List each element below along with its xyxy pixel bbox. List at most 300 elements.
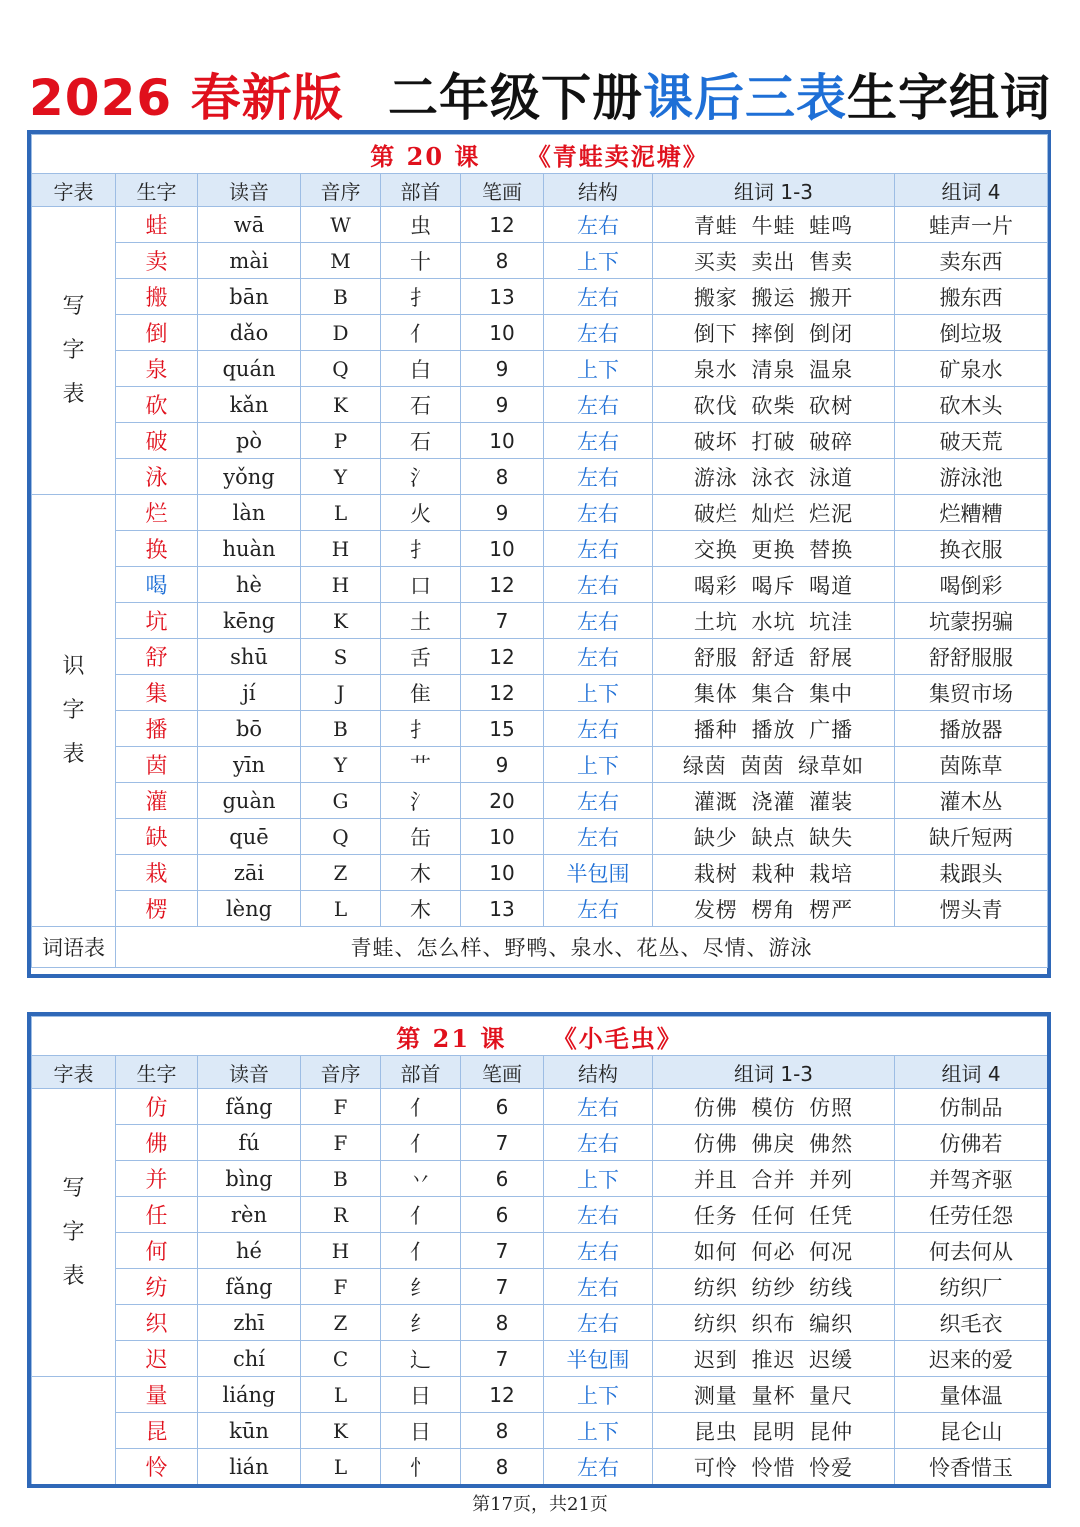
words-1-3-cell: 倒下 摔倒 倒闭 <box>653 315 895 351</box>
words-1-3-cell: 交换 更换 替换 <box>653 531 895 567</box>
header-radical: 部首 <box>381 1056 461 1089</box>
page-title <box>0 58 1080 130</box>
stroke-count-cell: 13 <box>461 279 544 315</box>
character-cell: 砍 <box>116 387 198 423</box>
table-row <box>32 1197 1048 1233</box>
word-4-cell: 织毛衣 <box>895 1305 1048 1341</box>
letter-cell: F <box>301 1269 381 1305</box>
lesson-number: 第 20 课 <box>370 141 481 171</box>
structure-cell: 左右 <box>544 1269 653 1305</box>
character-cell: 破 <box>116 423 198 459</box>
character-cell: 昆 <box>116 1413 198 1449</box>
words-1-3-cell: 喝彩 喝斥 喝道 <box>653 567 895 603</box>
stroke-count-cell: 9 <box>461 351 544 387</box>
radical-cell: 隹 <box>381 675 461 711</box>
stroke-count-cell: 12 <box>461 1377 544 1413</box>
letter-cell: F <box>301 1125 381 1161</box>
pinyin-cell: wā <box>198 207 301 243</box>
word-4-cell: 卖东西 <box>895 243 1048 279</box>
header-strokes: 笔画 <box>461 174 544 207</box>
structure-cell: 半包围 <box>544 855 653 891</box>
recognize-table-label-text: 识 字 表 <box>62 653 85 767</box>
structure-cell: 左右 <box>544 495 653 531</box>
character-cell: 倒 <box>116 315 198 351</box>
word-4-cell: 栽跟头 <box>895 855 1048 891</box>
character-cell: 烂 <box>116 495 198 531</box>
structure-cell: 上下 <box>544 675 653 711</box>
radical-cell: 亻 <box>381 315 461 351</box>
radical-cell: 纟 <box>381 1305 461 1341</box>
word-4-cell: 仿佛若 <box>895 1125 1048 1161</box>
words-1-3-cell: 如何 何必 何况 <box>653 1233 895 1269</box>
pinyin-cell: quē <box>198 819 301 855</box>
stroke-count-cell: 7 <box>461 1233 544 1269</box>
word-4-cell: 舒舒服服 <box>895 639 1048 675</box>
radical-cell: 亻 <box>381 1125 461 1161</box>
recognize-table-label <box>32 495 116 927</box>
structure-cell: 左右 <box>544 639 653 675</box>
header-radical: 部首 <box>381 174 461 207</box>
character-cell: 织 <box>116 1305 198 1341</box>
table-row <box>32 819 1048 855</box>
structure-cell: 左右 <box>544 279 653 315</box>
words-1-3-cell: 搬家 搬运 搬开 <box>653 279 895 315</box>
words-1-3-cell: 游泳 泳衣 泳道 <box>653 459 895 495</box>
word-4-cell: 搬东西 <box>895 279 1048 315</box>
header-letter: 音序 <box>301 1056 381 1089</box>
radical-cell: 日 <box>381 1413 461 1449</box>
stroke-count-cell: 13 <box>461 891 544 927</box>
word-4-cell: 砍木头 <box>895 387 1048 423</box>
lesson-number: 第 21 课 <box>396 1023 507 1053</box>
header-structure: 结构 <box>544 174 653 207</box>
table-row <box>32 603 1048 639</box>
title-tables: 课后三表 <box>643 69 847 127</box>
character-cell: 仿 <box>116 1089 198 1125</box>
letter-cell: B <box>301 711 381 747</box>
table-row <box>32 1233 1048 1269</box>
pinyin-cell: huàn <box>198 531 301 567</box>
pinyin-cell: kǎn <box>198 387 301 423</box>
table-row <box>32 1449 1048 1485</box>
letter-cell: P <box>301 423 381 459</box>
title-words: 生字组词 <box>847 69 1051 127</box>
character-cell: 蛙 <box>116 207 198 243</box>
character-cell: 纺 <box>116 1269 198 1305</box>
pinyin-cell: pò <box>198 423 301 459</box>
radical-cell: 缶 <box>381 819 461 855</box>
radical-cell: 白 <box>381 351 461 387</box>
word-4-cell: 破天荒 <box>895 423 1048 459</box>
letter-cell: K <box>301 603 381 639</box>
write-table-label-text: 写 字 表 <box>62 293 85 407</box>
word-4-cell: 灌木丛 <box>895 783 1048 819</box>
word-4-cell: 游泳池 <box>895 459 1048 495</box>
table-row <box>32 207 1048 243</box>
stroke-count-cell: 12 <box>461 567 544 603</box>
character-cell: 换 <box>116 531 198 567</box>
character-cell: 任 <box>116 1197 198 1233</box>
table-row <box>32 675 1048 711</box>
stroke-count-cell: 9 <box>461 747 544 783</box>
header-strokes: 笔画 <box>461 1056 544 1089</box>
lesson-name: 《小毛虫》 <box>552 1023 683 1053</box>
word-4-cell: 昆仑山 <box>895 1413 1048 1449</box>
word-4-cell: 蛙声一片 <box>895 207 1048 243</box>
pinyin-cell: yǒng <box>198 459 301 495</box>
header-char: 生字 <box>116 1056 198 1089</box>
word-4-cell: 迟来的爱 <box>895 1341 1048 1377</box>
pinyin-cell: lián <box>198 1449 301 1485</box>
radical-cell: 十 <box>381 243 461 279</box>
word-4-cell: 换衣服 <box>895 531 1048 567</box>
radical-cell: 忄 <box>381 1449 461 1485</box>
character-cell: 茵 <box>116 747 198 783</box>
word-4-cell: 怜香惜玉 <box>895 1449 1048 1485</box>
table-row <box>32 459 1048 495</box>
header-char: 生字 <box>116 174 198 207</box>
stroke-count-cell: 8 <box>461 459 544 495</box>
stroke-count-cell: 10 <box>461 855 544 891</box>
pinyin-cell: lèng <box>198 891 301 927</box>
stroke-count-cell: 15 <box>461 711 544 747</box>
pinyin-cell: fǎng <box>198 1089 301 1125</box>
pinyin-cell: zāi <box>198 855 301 891</box>
words-1-3-cell: 任务 任何 任凭 <box>653 1197 895 1233</box>
character-cell: 楞 <box>116 891 198 927</box>
table-row <box>32 567 1048 603</box>
structure-cell: 左右 <box>544 711 653 747</box>
word-list-label: 词语表 <box>32 927 116 968</box>
structure-cell: 左右 <box>544 207 653 243</box>
table-row <box>32 531 1048 567</box>
words-1-3-cell: 可怜 怜惜 怜爱 <box>653 1449 895 1485</box>
word-4-cell: 播放器 <box>895 711 1048 747</box>
letter-cell: L <box>301 495 381 531</box>
word-4-cell: 倒垃圾 <box>895 315 1048 351</box>
words-1-3-cell: 破坏 打破 破碎 <box>653 423 895 459</box>
words-1-3-cell: 并且 合并 并列 <box>653 1161 895 1197</box>
radical-cell: 石 <box>381 387 461 423</box>
letter-cell: Q <box>301 819 381 855</box>
word-4-cell: 愣头青 <box>895 891 1048 927</box>
stroke-count-cell: 12 <box>461 675 544 711</box>
structure-cell: 左右 <box>544 459 653 495</box>
table-row <box>32 855 1048 891</box>
character-cell: 集 <box>116 675 198 711</box>
stroke-count-cell: 10 <box>461 315 544 351</box>
table-row <box>32 1269 1048 1305</box>
character-cell: 怜 <box>116 1449 198 1485</box>
header-pinyin: 读音 <box>198 1056 301 1089</box>
header-table: 字表 <box>32 1056 116 1089</box>
words-1-3-cell: 买卖 卖出 售卖 <box>653 243 895 279</box>
structure-cell: 左右 <box>544 531 653 567</box>
table-row <box>32 711 1048 747</box>
title-grade: 二年级下册 <box>388 69 643 127</box>
stroke-count-cell: 7 <box>461 1341 544 1377</box>
structure-cell: 左右 <box>544 423 653 459</box>
table-row <box>32 279 1048 315</box>
words-1-3-cell: 迟到 推迟 迟缓 <box>653 1341 895 1377</box>
letter-cell: H <box>301 531 381 567</box>
radical-cell: 木 <box>381 855 461 891</box>
letter-cell: M <box>301 243 381 279</box>
table-row <box>32 243 1048 279</box>
stroke-count-cell: 6 <box>461 1089 544 1125</box>
structure-cell: 左右 <box>544 891 653 927</box>
structure-cell: 上下 <box>544 1413 653 1449</box>
radical-cell: 扌 <box>381 531 461 567</box>
stroke-count-cell: 7 <box>461 1269 544 1305</box>
pinyin-cell: quán <box>198 351 301 387</box>
table-row <box>32 1305 1048 1341</box>
radical-cell: 辶 <box>381 1341 461 1377</box>
letter-cell: L <box>301 891 381 927</box>
letter-cell: H <box>301 567 381 603</box>
column-headers <box>32 174 1048 207</box>
letter-cell: D <box>301 315 381 351</box>
stroke-count-cell: 10 <box>461 531 544 567</box>
radical-cell: 亻 <box>381 1197 461 1233</box>
radical-cell: 氵 <box>381 459 461 495</box>
pinyin-cell: guàn <box>198 783 301 819</box>
words-1-3-cell: 舒服 舒适 舒展 <box>653 639 895 675</box>
table-row <box>32 1125 1048 1161</box>
stroke-count-cell: 9 <box>461 495 544 531</box>
table-row <box>32 1413 1048 1449</box>
write-table-label <box>32 1089 116 1377</box>
structure-cell: 上下 <box>544 1377 653 1413</box>
pinyin-cell: dǎo <box>198 315 301 351</box>
words-1-3-cell: 纺织 纺纱 纺线 <box>653 1269 895 1305</box>
radical-cell: 丷 <box>381 1161 461 1197</box>
letter-cell: S <box>301 639 381 675</box>
structure-cell: 左右 <box>544 1089 653 1125</box>
structure-cell: 上下 <box>544 747 653 783</box>
table-row <box>32 747 1048 783</box>
lesson-21-table <box>27 1012 1051 1488</box>
radical-cell: 虫 <box>381 207 461 243</box>
character-cell: 栽 <box>116 855 198 891</box>
radical-cell: 土 <box>381 603 461 639</box>
structure-cell: 左右 <box>544 1125 653 1161</box>
words-1-3-cell: 栽树 栽种 栽培 <box>653 855 895 891</box>
character-cell: 泳 <box>116 459 198 495</box>
character-cell: 迟 <box>116 1341 198 1377</box>
letter-cell: B <box>301 1161 381 1197</box>
table-row <box>32 387 1048 423</box>
radical-cell: 亻 <box>381 1089 461 1125</box>
structure-cell: 左右 <box>544 1449 653 1485</box>
table-row <box>32 1377 1048 1413</box>
stroke-count-cell: 12 <box>461 639 544 675</box>
letter-cell: L <box>301 1377 381 1413</box>
words-1-3-cell: 灌溉 浇灌 灌装 <box>653 783 895 819</box>
header-words-1-3: 组词 1-3 <box>653 1056 895 1089</box>
pinyin-cell: kēng <box>198 603 301 639</box>
letter-cell: Z <box>301 855 381 891</box>
write-table-label-text: 写 字 表 <box>62 1175 85 1289</box>
radical-cell: 木 <box>381 891 461 927</box>
structure-cell: 左右 <box>544 315 653 351</box>
word-4-cell: 量体温 <box>895 1377 1048 1413</box>
structure-cell: 上下 <box>544 351 653 387</box>
word-4-cell: 并驾齐驱 <box>895 1161 1048 1197</box>
words-1-3-cell: 仿佛 模仿 仿照 <box>653 1089 895 1125</box>
column-headers <box>32 1056 1048 1089</box>
words-1-3-cell: 播种 播放 广播 <box>653 711 895 747</box>
words-1-3-cell: 昆虫 昆明 昆仲 <box>653 1413 895 1449</box>
character-cell: 缺 <box>116 819 198 855</box>
pinyin-cell: chí <box>198 1341 301 1377</box>
pinyin-cell: mài <box>198 243 301 279</box>
letter-cell: K <box>301 387 381 423</box>
pinyin-cell: làn <box>198 495 301 531</box>
pinyin-cell: jí <box>198 675 301 711</box>
word-4-cell: 任劳任怨 <box>895 1197 1048 1233</box>
letter-cell: W <box>301 207 381 243</box>
pinyin-cell: zhī <box>198 1305 301 1341</box>
stroke-count-cell: 8 <box>461 1413 544 1449</box>
structure-cell: 左右 <box>544 603 653 639</box>
character-cell: 量 <box>116 1377 198 1413</box>
recognize-table-label <box>32 1377 116 1485</box>
letter-cell: B <box>301 279 381 315</box>
table-row <box>32 315 1048 351</box>
radical-cell: 舌 <box>381 639 461 675</box>
character-cell: 泉 <box>116 351 198 387</box>
character-cell: 佛 <box>116 1125 198 1161</box>
words-1-3-cell: 仿佛 佛戾 佛然 <box>653 1125 895 1161</box>
pinyin-cell: kūn <box>198 1413 301 1449</box>
letter-cell: R <box>301 1197 381 1233</box>
radical-cell: 纟 <box>381 1269 461 1305</box>
pinyin-cell: hé <box>198 1233 301 1269</box>
character-cell: 灌 <box>116 783 198 819</box>
word-4-cell: 喝倒彩 <box>895 567 1048 603</box>
radical-cell: 氵 <box>381 783 461 819</box>
table-row <box>32 1341 1048 1377</box>
structure-cell: 左右 <box>544 567 653 603</box>
letter-cell: Y <box>301 459 381 495</box>
table-row <box>32 639 1048 675</box>
stroke-count-cell: 8 <box>461 1449 544 1485</box>
header-word-4: 组词 4 <box>895 174 1048 207</box>
structure-cell: 左右 <box>544 1233 653 1269</box>
words-1-3-cell: 绿茵 茵茵 绿草如 <box>653 747 895 783</box>
words-1-3-cell: 缺少 缺点 缺失 <box>653 819 895 855</box>
lesson-name: 《青蛙卖泥塘》 <box>526 141 709 171</box>
letter-cell: Y <box>301 747 381 783</box>
stroke-count-cell: 7 <box>461 603 544 639</box>
lesson-20-table <box>27 130 1051 978</box>
radical-cell: 火 <box>381 495 461 531</box>
structure-cell: 左右 <box>544 1197 653 1233</box>
word-4-cell: 何去何从 <box>895 1233 1048 1269</box>
stroke-count-cell: 8 <box>461 243 544 279</box>
word-list-row <box>32 927 1048 968</box>
stroke-count-cell: 7 <box>461 1125 544 1161</box>
letter-cell: L <box>301 1449 381 1485</box>
character-cell: 并 <box>116 1161 198 1197</box>
radical-cell: 石 <box>381 423 461 459</box>
character-cell: 播 <box>116 711 198 747</box>
word-4-cell: 矿泉水 <box>895 351 1048 387</box>
stroke-count-cell: 10 <box>461 423 544 459</box>
write-table-label <box>32 207 116 495</box>
character-cell: 喝 <box>116 567 198 603</box>
table-row <box>32 891 1048 927</box>
words-1-3-cell: 泉水 清泉 温泉 <box>653 351 895 387</box>
pinyin-cell: yīn <box>198 747 301 783</box>
words-1-3-cell: 破烂 灿烂 烂泥 <box>653 495 895 531</box>
table-row <box>32 1161 1048 1197</box>
pinyin-cell: shū <box>198 639 301 675</box>
table-row <box>32 423 1048 459</box>
words-1-3-cell: 土坑 水坑 坑洼 <box>653 603 895 639</box>
pinyin-cell: bìng <box>198 1161 301 1197</box>
letter-cell: Z <box>301 1305 381 1341</box>
letter-cell: G <box>301 783 381 819</box>
structure-cell: 左右 <box>544 783 653 819</box>
character-cell: 舒 <box>116 639 198 675</box>
letter-cell: J <box>301 675 381 711</box>
letter-cell: C <box>301 1341 381 1377</box>
words-1-3-cell: 发楞 楞角 楞严 <box>653 891 895 927</box>
header-structure: 结构 <box>544 1056 653 1089</box>
header-words-1-3: 组词 1-3 <box>653 174 895 207</box>
header-pinyin: 读音 <box>198 174 301 207</box>
letter-cell: F <box>301 1089 381 1125</box>
radical-cell: 口 <box>381 567 461 603</box>
table-row <box>32 495 1048 531</box>
radical-cell: 扌 <box>381 711 461 747</box>
pinyin-cell: bān <box>198 279 301 315</box>
stroke-count-cell: 12 <box>461 207 544 243</box>
radical-cell: 扌 <box>381 279 461 315</box>
structure-cell: 左右 <box>544 819 653 855</box>
radical-cell: 亻 <box>381 1233 461 1269</box>
stroke-count-cell: 6 <box>461 1197 544 1233</box>
letter-cell: K <box>301 1413 381 1449</box>
words-1-3-cell: 纺织 织布 编织 <box>653 1305 895 1341</box>
structure-cell: 左右 <box>544 387 653 423</box>
pinyin-cell: hè <box>198 567 301 603</box>
header-letter: 音序 <box>301 174 381 207</box>
character-cell: 何 <box>116 1233 198 1269</box>
word-4-cell: 纺织厂 <box>895 1269 1048 1305</box>
header-word-4: 组词 4 <box>895 1056 1048 1089</box>
words-1-3-cell: 青蛙 牛蛙 蛙鸣 <box>653 207 895 243</box>
stroke-count-cell: 8 <box>461 1305 544 1341</box>
structure-cell: 半包围 <box>544 1341 653 1377</box>
character-cell: 坑 <box>116 603 198 639</box>
stroke-count-cell: 9 <box>461 387 544 423</box>
title-edition: 2026 春新版 <box>29 69 344 127</box>
pinyin-cell: fú <box>198 1125 301 1161</box>
structure-cell: 上下 <box>544 1161 653 1197</box>
word-4-cell: 坑蒙拐骗 <box>895 603 1048 639</box>
structure-cell: 上下 <box>544 243 653 279</box>
pinyin-cell: rèn <box>198 1197 301 1233</box>
header-table: 字表 <box>32 174 116 207</box>
word-list-values: 青蛙、怎么样、野鸭、泉水、花丛、尽情、游泳 <box>116 927 1048 968</box>
lesson-title <box>32 1017 1048 1056</box>
table-row <box>32 351 1048 387</box>
stroke-count-cell: 20 <box>461 783 544 819</box>
pinyin-cell: bō <box>198 711 301 747</box>
